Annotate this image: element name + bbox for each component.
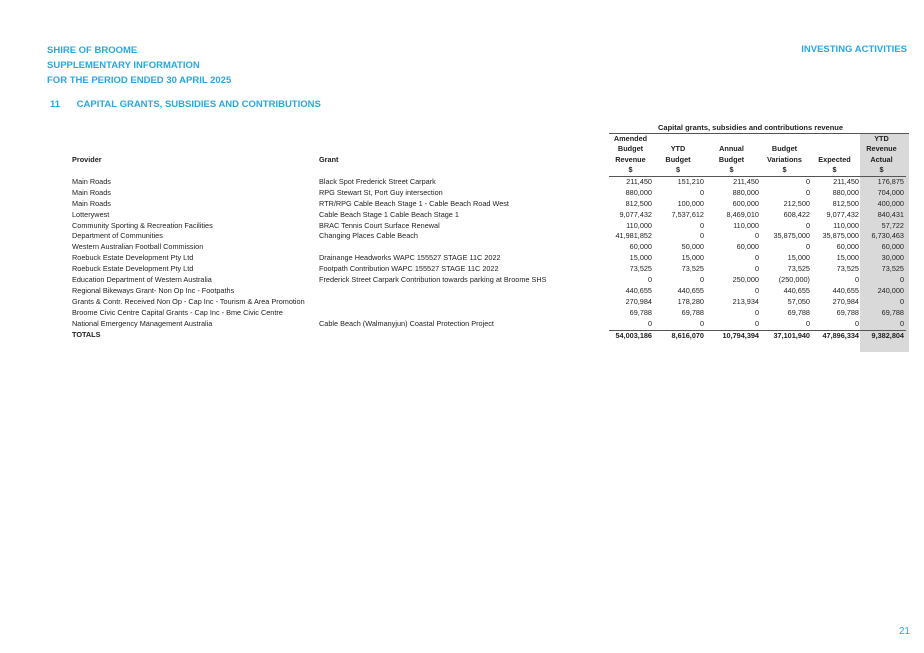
ytd-actual-cell: 704,000: [877, 187, 904, 197]
expected-cell: 9,077,432: [826, 209, 859, 219]
col-variations-line1: Budget: [771, 144, 798, 153]
header-row: [72, 133, 906, 165]
table-row: [72, 176, 906, 187]
ytd-budget-cell: 0: [699, 275, 704, 285]
ytd-actual-cell: 57,722: [881, 220, 904, 230]
grants-table: [72, 133, 906, 342]
provider-cell: Main Roads: [72, 187, 111, 197]
col-amended-line3: Revenue: [615, 154, 646, 164]
ytd-budget-cell: 178,280: [677, 296, 704, 306]
expected-cell: 73,525: [836, 264, 859, 274]
col-budget-variations: [759, 133, 810, 165]
col-ytd-actual: [859, 133, 906, 165]
budget-variations-cell: (250,000): [778, 275, 810, 285]
report-period: FOR THE PERIOD ENDED 30 APRIL 2025: [47, 75, 232, 86]
expected-cell: 270,984: [832, 296, 859, 306]
budget-variations-cell: 440,655: [783, 285, 810, 295]
ytd-actual-cell: 30,000: [881, 253, 904, 263]
annual-budget-cell: 250,000: [732, 275, 759, 285]
col-variations-line2: Variations: [767, 154, 802, 164]
totals-ytd-budget: 8,616,070: [652, 330, 704, 341]
ytd-actual-cell: 60,000: [881, 242, 904, 252]
grant-cell: Black Spot Frederick Street Carpark: [319, 176, 436, 186]
table-row: [72, 264, 906, 275]
grant-cell: RPG Stewart St, Port Guy intersection: [319, 187, 443, 197]
amended-budget-cell: 15,000: [629, 253, 652, 263]
ytd-actual-cell: 0: [899, 318, 904, 328]
table-row: [72, 210, 906, 221]
annual-budget-cell: 0: [754, 231, 759, 241]
totals-row: [72, 330, 906, 341]
ytd-budget-cell: 73,525: [681, 264, 704, 274]
amended-budget-cell: 60,000: [629, 242, 652, 252]
annual-budget-cell: 0: [754, 253, 759, 263]
annual-budget-cell: 600,000: [732, 198, 759, 208]
grant-cell: Footpath Contribution WAPC 155527 STAGE 11C 2022: [319, 264, 499, 274]
amended-budget-cell: 812,500: [625, 198, 652, 208]
grant-cell: Changing Places Cable Beach: [319, 231, 418, 241]
totals-annual: 10,794,394: [704, 330, 759, 341]
annual-budget-cell: 60,000: [736, 242, 759, 252]
amended-budget-cell: 440,655: [625, 285, 652, 295]
provider-cell: Roebuck Estate Development Pty Ltd: [72, 264, 194, 274]
grant-cell: [319, 242, 609, 253]
table-row: [72, 253, 906, 264]
grant-cell: Frederick Street Carpark Contribution towards parking at Broome SHS: [319, 275, 547, 285]
col-amended-line1: Amended: [613, 133, 648, 143]
unit-cell: $: [704, 165, 759, 176]
provider-cell: Lotterywest: [72, 209, 110, 219]
annual-budget-cell: 880,000: [732, 187, 759, 197]
budget-variations-cell: 0: [805, 318, 810, 328]
section-title: CAPITAL GRANTS, SUBSIDIES AND CONTRIBUTIONS: [76, 99, 321, 110]
section-number: 11: [50, 99, 61, 110]
amended-budget-cell: 110,000: [626, 220, 652, 230]
provider-cell: Grants & Contr. Received Non Op - Cap Inc - Tourism & Area Promotion: [72, 296, 305, 306]
ytd-actual-cell: 69,788: [881, 307, 904, 317]
budget-variations-cell: 69,788: [787, 307, 810, 317]
ytd-actual-cell: 6,730,463: [871, 231, 904, 241]
ytd-budget-cell: 50,000: [681, 242, 704, 252]
annual-budget-cell: 0: [754, 318, 759, 328]
report-subtitle: SUPPLEMENTARY INFORMATION: [47, 60, 200, 71]
expected-cell: 880,000: [832, 187, 859, 197]
col-annual-line2: Budget: [718, 154, 745, 164]
budget-variations-cell: 0: [805, 242, 810, 252]
ytd-budget-cell: 7,537,612: [671, 209, 704, 219]
col-actual-line3: Actual: [870, 154, 893, 164]
org-name: SHIRE OF BROOME: [47, 45, 138, 56]
page-number: 21: [898, 626, 910, 637]
amended-budget-cell: 73,525: [629, 264, 652, 274]
totals-variations: 37,101,940: [759, 330, 810, 341]
table-row: [72, 297, 906, 308]
grant-cell: BRAC Tennis Court Surface Renewal: [319, 220, 440, 230]
ytd-actual-cell: 400,000: [877, 198, 904, 208]
grant-cell: Drainange Headworks WAPC 155527 STAGE 11C 2022: [319, 253, 501, 263]
ytd-budget-cell: 100,000: [677, 198, 704, 208]
ytd-actual-cell: 176,875: [877, 176, 904, 186]
annual-budget-cell: 8,469,010: [726, 209, 759, 219]
provider-cell: Education Department of Western Australia: [72, 275, 212, 285]
table-row: [72, 231, 906, 242]
expected-cell: 211,450: [833, 176, 859, 186]
ytd-budget-cell: 0: [699, 231, 704, 241]
ytd-budget-cell: 0: [699, 318, 704, 328]
totals-expected: 47,896,334: [810, 330, 859, 341]
totals-label: TOTALS: [72, 330, 101, 340]
col-expected: Expected: [818, 154, 851, 164]
provider-cell: Department of Communities: [72, 231, 163, 241]
table-row: [72, 319, 906, 330]
amended-budget-cell: 41,981,852: [615, 231, 652, 241]
ytd-actual-cell: 240,000: [877, 285, 904, 295]
ytd-budget-cell: 0: [699, 187, 704, 197]
totals-actual: 9,382,804: [859, 330, 906, 341]
budget-variations-cell: 57,050: [787, 296, 810, 306]
unit-cell: $: [609, 165, 652, 176]
col-ytd-line1: YTD: [670, 144, 686, 153]
col-ytd-budget: [652, 133, 704, 165]
budget-variations-cell: 0: [805, 220, 810, 230]
totals-amended: 54,003,186: [609, 330, 652, 341]
expected-cell: 35,875,000: [822, 231, 859, 241]
expected-cell: 0: [854, 275, 859, 285]
ytd-budget-cell: 0: [699, 220, 704, 230]
annual-budget-cell: 211,450: [733, 176, 759, 186]
table-row: [72, 308, 906, 319]
budget-variations-cell: 15,000: [787, 253, 810, 263]
ytd-actual-cell: 0: [899, 296, 904, 306]
table-row: [72, 199, 906, 210]
unit-cell: $: [810, 165, 859, 176]
ytd-budget-cell: 69,788: [681, 307, 704, 317]
provider-cell: Western Australian Football Commission: [72, 242, 204, 252]
budget-variations-cell: 0: [805, 176, 810, 186]
col-amended-budget: [609, 133, 652, 165]
table-row: [72, 275, 906, 286]
provider-cell: Broome Civic Centre Capital Grants - Cap Inc - Bme Civic Centre: [72, 307, 283, 317]
section-label: INVESTING ACTIVITIES: [801, 44, 907, 55]
budget-variations-cell: 608,422: [783, 209, 810, 219]
provider-cell: Main Roads: [72, 198, 111, 208]
provider-cell: Roebuck Estate Development Pty Ltd: [72, 253, 194, 263]
unit-cell: $: [859, 165, 906, 176]
table-body: [72, 176, 906, 330]
grant-cell: RTR/RPG Cable Beach Stage 1 - Cable Beach Road West: [319, 198, 509, 208]
group-header: Capital grants, subsidies and contributions revenue: [658, 123, 844, 132]
amended-budget-cell: 9,077,432: [619, 209, 652, 219]
amended-budget-cell: 69,788: [629, 307, 652, 317]
table-row: [72, 286, 906, 297]
unit-cell: $: [652, 165, 704, 176]
ytd-actual-cell: 0: [899, 275, 904, 285]
expected-cell: 60,000: [836, 242, 859, 252]
unit-row: [72, 165, 906, 176]
amended-budget-cell: 270,984: [625, 296, 652, 306]
expected-cell: 15,000: [836, 253, 859, 263]
col-actual-line1: YTD: [874, 133, 889, 143]
expected-cell: 812,500: [832, 198, 859, 208]
grant-cell: Cable Beach (Walmanyjun) Coastal Protection Project: [319, 318, 494, 328]
annual-budget-cell: 0: [754, 307, 759, 317]
budget-variations-cell: 0: [805, 187, 810, 197]
unit-cell: $: [759, 165, 810, 176]
col-amended-line2: Budget: [617, 144, 644, 153]
amended-budget-cell: 211,450: [626, 176, 652, 186]
expected-cell: 69,788: [836, 307, 859, 317]
table-row: [72, 242, 906, 253]
expected-cell: 440,655: [832, 285, 859, 295]
budget-variations-cell: 212,500: [783, 198, 810, 208]
grant-cell: [319, 286, 609, 297]
col-annual-line1: Annual: [719, 144, 744, 153]
grant-cell: Cable Beach Stage 1 Cable Beach Stage 1: [319, 209, 459, 219]
grant-cell: [319, 308, 609, 319]
col-annual-budget: [704, 133, 759, 165]
expected-cell: 110,000: [833, 220, 859, 230]
col-grant: Grant: [319, 154, 339, 164]
annual-budget-cell: 110,000: [733, 220, 759, 230]
ytd-budget-cell: 151,210: [677, 176, 704, 186]
col-provider: Provider: [72, 154, 102, 164]
section-heading: [50, 99, 321, 110]
budget-variations-cell: 73,525: [787, 264, 810, 274]
provider-cell: Regional Bikeways Grant- Non Op Inc - Footpaths: [72, 285, 235, 295]
amended-budget-cell: 880,000: [625, 187, 652, 197]
annual-budget-cell: 0: [754, 285, 759, 295]
col-ytd-line2: Budget: [665, 154, 691, 164]
amended-budget-cell: 0: [647, 318, 652, 328]
expected-cell: 0: [854, 318, 859, 328]
grant-cell: [319, 297, 609, 308]
budget-variations-cell: 35,875,000: [773, 231, 810, 241]
table-row: [72, 188, 906, 199]
annual-budget-cell: 0: [754, 264, 759, 274]
ytd-budget-cell: 15,000: [681, 253, 704, 263]
table-row: [72, 221, 906, 232]
ytd-budget-cell: 440,655: [677, 285, 704, 295]
provider-cell: National Emergency Management Australia: [72, 318, 213, 328]
provider-cell: Main Roads: [72, 176, 111, 186]
ytd-actual-cell: 73,525: [881, 264, 904, 274]
provider-cell: Community Sporting & Recreation Facilities: [72, 220, 213, 230]
annual-budget-cell: 213,934: [732, 296, 759, 306]
amended-budget-cell: 0: [647, 275, 652, 285]
ytd-actual-cell: 840,431: [877, 209, 904, 219]
col-actual-line2: Revenue: [866, 144, 897, 153]
